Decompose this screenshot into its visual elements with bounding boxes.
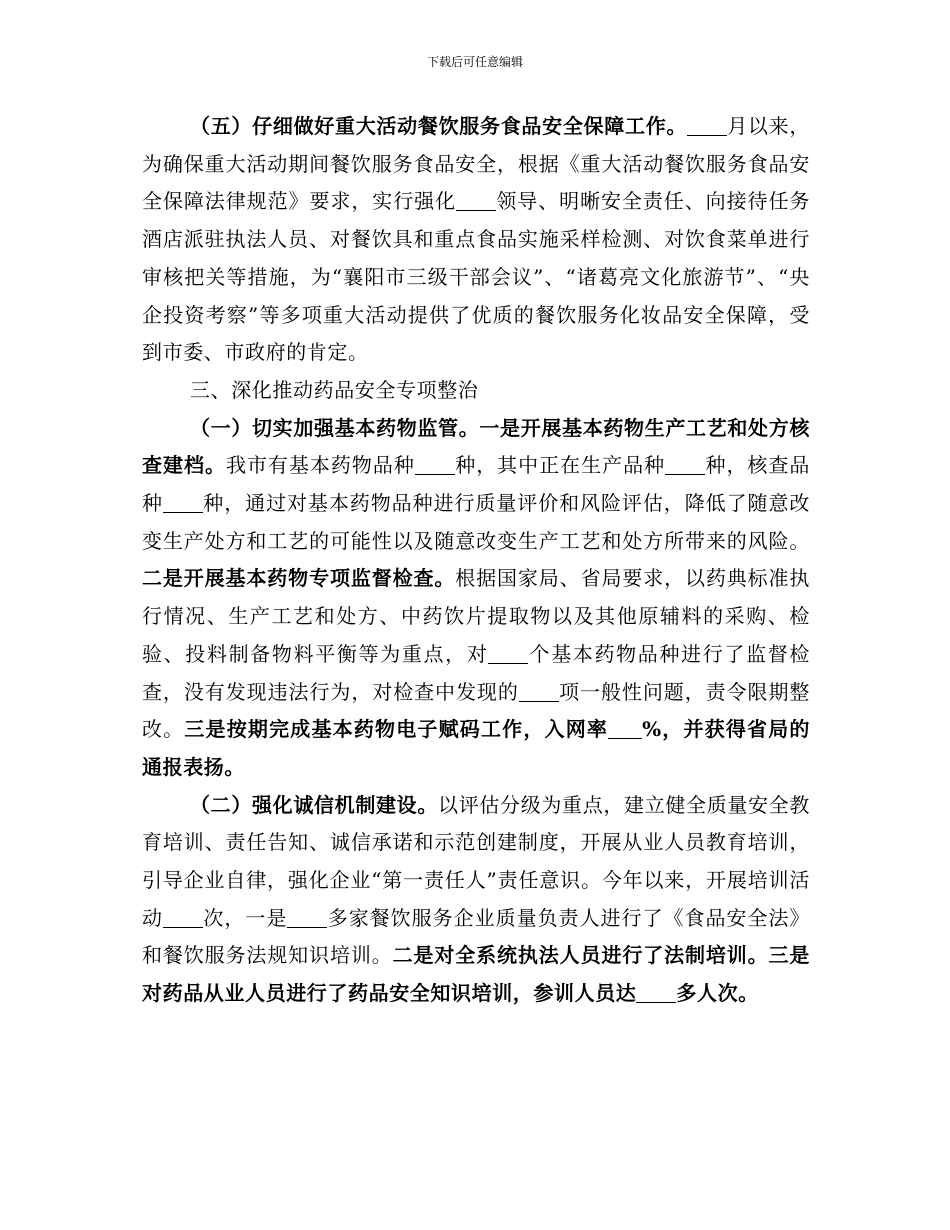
paragraph-essential-drug-supervision xyxy=(142,410,810,787)
bold-text-run: （五）仔细做好重大活动餐饮服务食品安全保障工作。 xyxy=(190,114,688,138)
text-run: 以评估分级为重点，建立健全质量安全教育培训、责任告知、诚信承诺和示范创建制度，开展从业人员教育培训，引导企业自律，强化企业“第一责任人”责任意识。今年以来，开展培训活动 xyxy=(142,792,810,930)
bold-text-run: %，并获得省局的通报表扬。 xyxy=(142,717,810,779)
text-run: 种，核查品种 xyxy=(142,453,811,516)
bold-text-run: 多人次。 xyxy=(676,981,759,1006)
document-body xyxy=(142,108,810,1013)
fill-in-blank xyxy=(636,982,676,1003)
bold-text-run: 三是按期完成基本药物电子赋码工作，入网率 xyxy=(184,717,609,742)
fill-in-blank xyxy=(163,492,203,513)
bold-text-run: 二是开展基本药物专项监督检查。 xyxy=(142,566,456,591)
fill-in-blank xyxy=(456,190,496,211)
text-run: 月以来，为确保重大活动期间餐饮服务食品安全，根据《重大活动餐饮服务食品安全保障法律规范》要求，实行强化 xyxy=(142,114,810,214)
text-run: 根据国家局、省局要求，以药典标准执行情况、生产工艺和处方、中药饮片提取物以及其他原辅料的采购、检验、投料制备物料平衡等为重点，对 xyxy=(142,566,811,666)
text-run: 次，一是 xyxy=(203,905,288,930)
fill-in-blank xyxy=(687,115,727,136)
fill-in-blank xyxy=(665,454,705,475)
page-header-note: 下载后可任意编辑 xyxy=(426,55,523,69)
fill-in-blank xyxy=(608,718,642,739)
fill-in-blank xyxy=(163,907,203,928)
text-run: 多家餐饮服务企业质量负责人进行了《食品安全法》和餐饮服务法规知识培训。 xyxy=(142,905,810,968)
bold-text-run: （二）强化诚信机制建设。 xyxy=(190,792,439,817)
section-heading-drug-safety xyxy=(142,372,810,410)
text-run: 领导、明晰安全责任、向接待任务酒店派驻执法人员、对餐饮具和重点食品实施采样检测、对饮食菜单进行审核把关等措施，为“襄阳市三级干部会议”、“诸葛亮文化旅游节”、“央企投资考察”等多项重大活动提供了优质的餐饮服务化妆品安全保障，受到市委、市政府的肯定。 xyxy=(142,189,810,365)
text-run: 我市有基本药物品种 xyxy=(225,453,415,478)
bold-text-run: 二是对全系统执法人员进行了法制培训。三是对药品从业人员进行了药品安全知识培训，参训人员达 xyxy=(142,943,811,1006)
text-run: 个基本药物品种进行了监督检查，没有发现违法行为，对检查中发现的 xyxy=(142,641,810,704)
fill-in-blank xyxy=(415,454,455,475)
fill-in-blank xyxy=(287,907,327,928)
text-run: 三、深化推动药品安全专项整治 xyxy=(190,377,479,402)
fill-in-blank xyxy=(488,643,528,664)
text-run: 种，其中正在生产品种 xyxy=(454,453,666,478)
fill-in-blank xyxy=(519,681,559,702)
text-run: 项一般性问题，责令限期整改。 xyxy=(142,679,810,742)
paragraph-integrity-mechanism xyxy=(142,787,810,1013)
text-run: 种，通过对基本药物品种进行质量评价和风险评估，降低了随意改变生产处方和工艺的可能性以及随意改变生产工艺和处方所带来的风险。 xyxy=(142,491,810,553)
bold-text-run: （一）切实加强基本药物监管。一是开展基本药物生产工艺和处方核查建档。 xyxy=(142,415,810,478)
paragraph-major-event-safety xyxy=(142,108,810,372)
